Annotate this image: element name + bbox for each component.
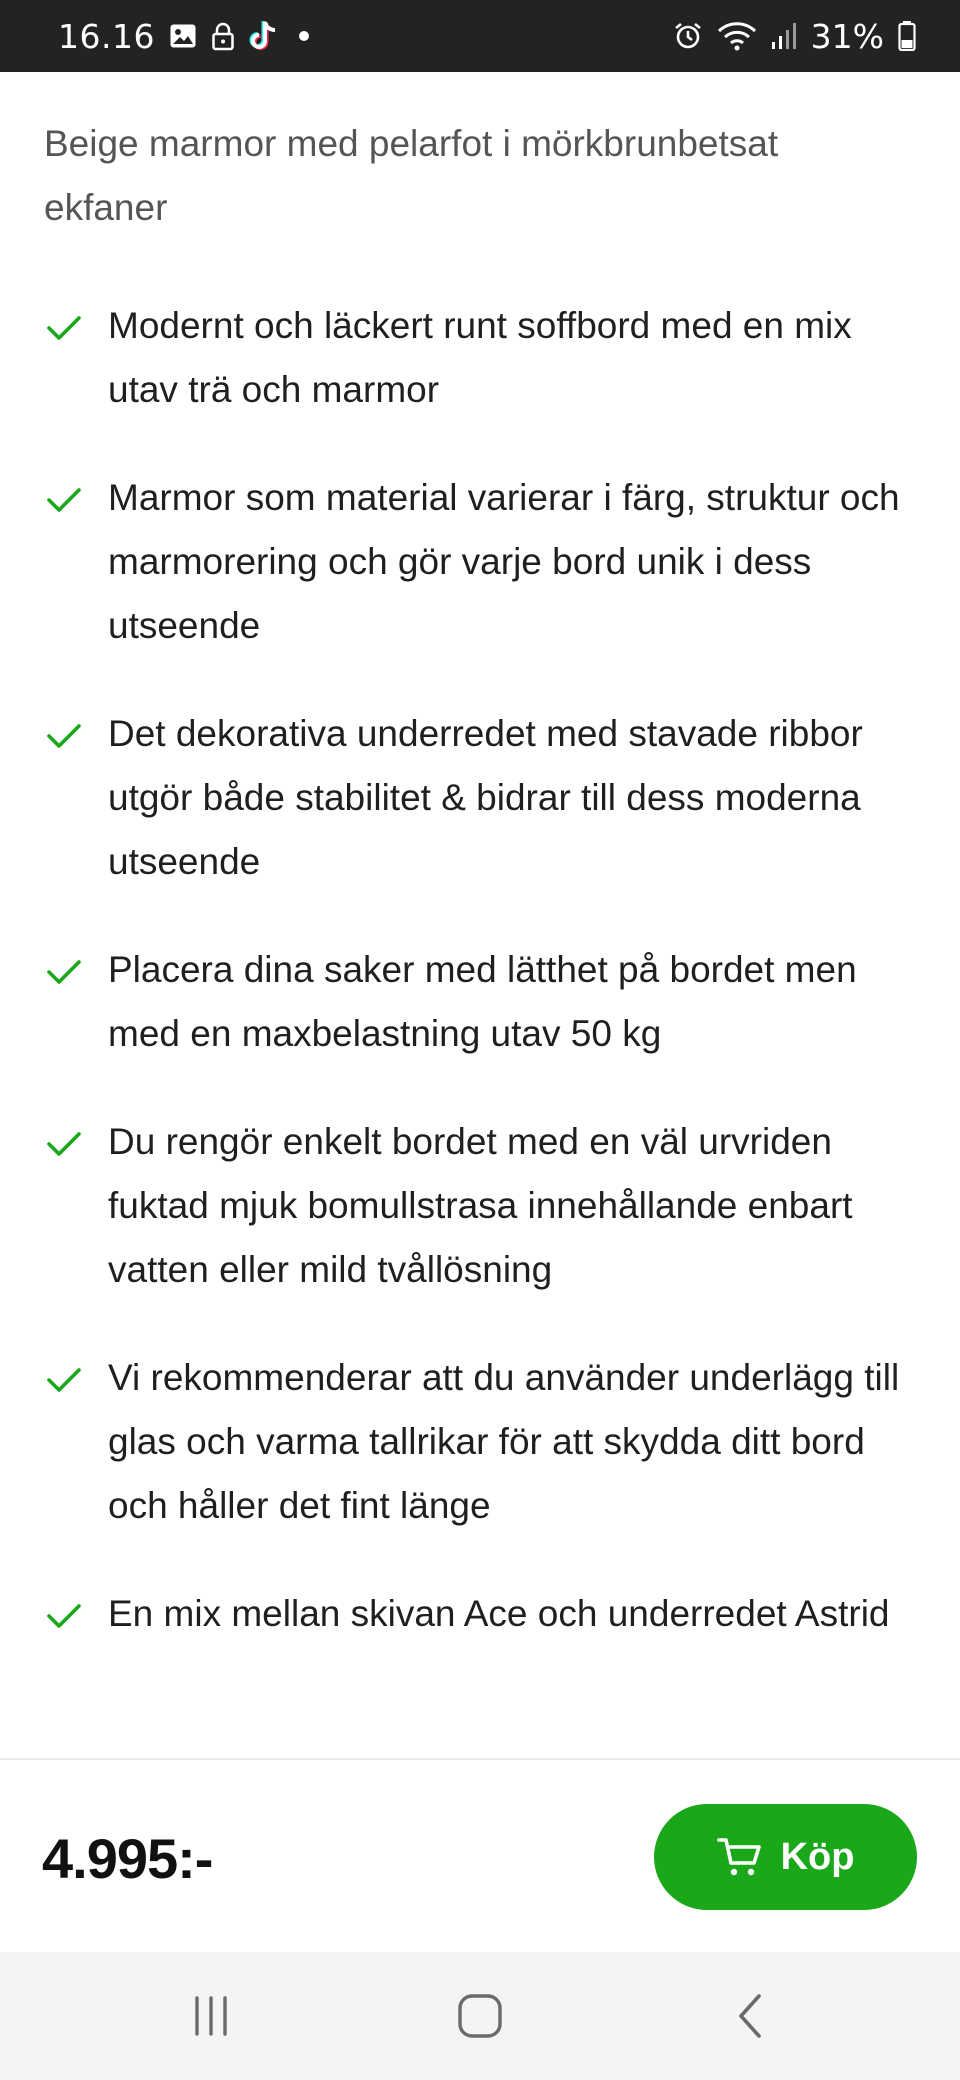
feature-text: Vi rekommenderar att du använder underlägg till glas och varma tallrikar för att skydda ditt bord och håller det fint länge bbox=[108, 1357, 900, 1526]
feature-item bbox=[0, 938, 960, 1066]
tiktok-icon bbox=[249, 19, 279, 53]
back-button[interactable] bbox=[705, 1986, 795, 2046]
cart-icon bbox=[717, 1836, 763, 1878]
check-icon bbox=[46, 722, 82, 750]
feature-text: Modernt och läckert runt soffbord med en mix utav trä och marmor bbox=[108, 305, 852, 410]
battery-percentage: 31% bbox=[810, 16, 884, 56]
navigation-bar bbox=[0, 1952, 960, 2080]
feature-item bbox=[0, 1346, 960, 1538]
product-subtitle: Beige marmor med pelarfot i mörkbrunbetsat ekfaner bbox=[44, 123, 779, 228]
feature-item bbox=[0, 702, 960, 894]
signal-icon bbox=[771, 22, 797, 50]
gallery-icon bbox=[169, 23, 197, 49]
feature-text: Placera dina saker med lätthet på bordet men med en maxbelastning utav 50 kg bbox=[108, 949, 857, 1054]
home-button[interactable] bbox=[435, 1986, 525, 2046]
check-icon bbox=[46, 958, 82, 986]
recent-apps-icon bbox=[189, 1994, 233, 2038]
feature-item bbox=[0, 1582, 960, 1646]
product-description[interactable] bbox=[0, 72, 960, 1758]
home-icon bbox=[457, 1993, 503, 2039]
price: 4.995:- bbox=[42, 1827, 213, 1890]
check-icon bbox=[46, 1366, 82, 1394]
battery-icon bbox=[898, 21, 916, 51]
check-icon bbox=[46, 314, 82, 342]
alarm-icon bbox=[673, 21, 703, 51]
feature-list bbox=[0, 294, 960, 1690]
buy-bar bbox=[0, 1758, 960, 1952]
status-bar-left bbox=[58, 17, 309, 56]
back-icon bbox=[735, 1992, 765, 2040]
check-icon bbox=[46, 1602, 82, 1630]
feature-text: Du rengör enkelt bordet med en väl urvriden fuktad mjuk bomullstrasa innehållande enbart vatten eller mild tvållösning bbox=[108, 1121, 853, 1290]
check-icon bbox=[46, 486, 82, 514]
feature-item bbox=[0, 466, 960, 658]
buy-button-label: Köp bbox=[780, 1835, 855, 1878]
status-bar bbox=[0, 0, 960, 72]
feature-item bbox=[0, 1110, 960, 1302]
wifi-icon bbox=[717, 21, 757, 51]
feature-text: Marmor som material varierar i färg, struktur och marmorering och gör varje bord unik i dess utseende bbox=[108, 477, 900, 646]
status-bar-right bbox=[673, 17, 916, 56]
lock-icon bbox=[211, 21, 235, 51]
feature-text: En mix mellan skivan Ace och underredet Astrid bbox=[108, 1593, 890, 1634]
recent-apps-button[interactable] bbox=[166, 1986, 256, 2046]
buy-button[interactable] bbox=[654, 1804, 917, 1910]
feature-item bbox=[0, 294, 960, 422]
dot-icon bbox=[299, 31, 309, 41]
status-time: 16.16 bbox=[58, 16, 155, 56]
feature-text: Det dekorativa underredet med stavade ribbor utgör både stabilitet & bidrar till dess moderna utseende bbox=[108, 713, 863, 882]
check-icon bbox=[46, 1130, 82, 1158]
